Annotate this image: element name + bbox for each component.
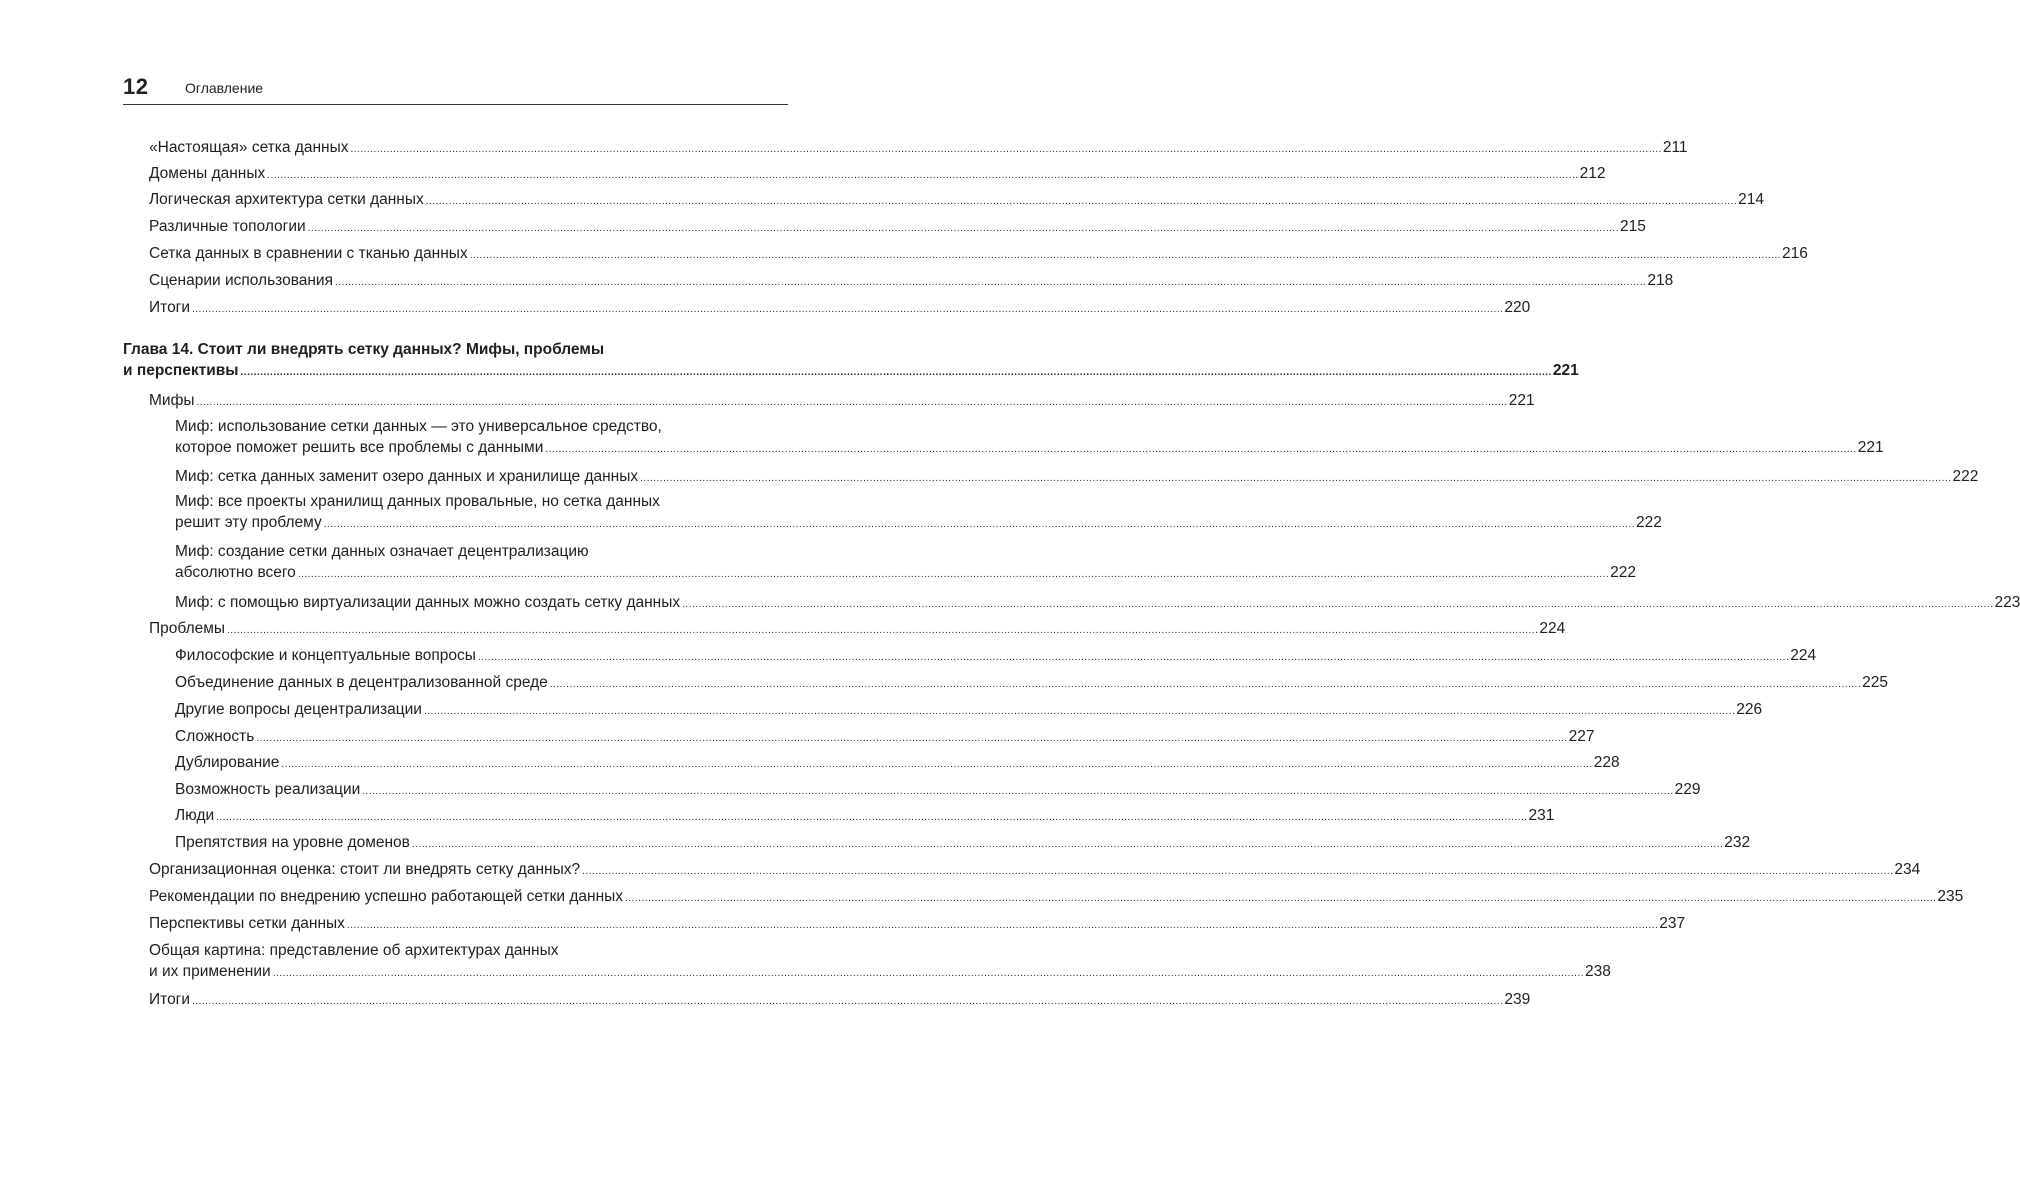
- toc-entry-title-line: Глава 14. Стоит ли внедрять сетку данных? Мифы, проблемы: [123, 341, 605, 358]
- toc-entry: [175, 645, 1817, 668]
- dot-leader: ................................................................................................................................................................................................................................................................................................................................................................................................................: [549, 679, 1862, 690]
- running-title: Оглавление: [185, 80, 264, 96]
- toc-entry-title: Сетка данных в сравнении с тканью данных: [149, 245, 468, 262]
- toc-page-number: 226: [1736, 701, 1763, 718]
- dot-leader: ................................................................................................................................................................................................................................................................................................................................................................................................................: [350, 144, 1662, 155]
- toc-page-number: 227: [1568, 728, 1595, 745]
- toc-entry: [149, 886, 1964, 909]
- toc-entry: [149, 189, 1764, 212]
- toc-entry: [149, 989, 1531, 1012]
- toc-page-number: 234: [1894, 861, 1921, 878]
- toc-entry-title: Различные топологии: [149, 218, 306, 235]
- toc-entry: [149, 216, 1646, 239]
- toc-entry-title: Итоги: [149, 991, 190, 1008]
- toc-entry: [175, 832, 1751, 855]
- page-header: [123, 74, 788, 105]
- dot-leader: ................................................................................................................................................................................................................................................................................................................................................................................................................: [682, 599, 1994, 610]
- dot-leader: ................................................................................................................................................................................................................................................................................................................................................................................................................: [423, 706, 1736, 717]
- toc-entry-title: Сложность: [175, 728, 255, 745]
- dot-leader: ................................................................................................................................................................................................................................................................................................................................................................................................................: [625, 893, 1937, 904]
- dot-leader: ................................................................................................................................................................................................................................................................................................................................................................................................................: [196, 397, 1508, 408]
- toc-entry-title: Домены данных: [149, 165, 266, 182]
- dot-leader: ................................................................................................................................................................................................................................................................................................................................................................................................................: [307, 223, 1619, 234]
- toc-page-number: 220: [1504, 299, 1531, 316]
- page-number: 12: [123, 74, 149, 99]
- toc-entry: [149, 297, 1531, 320]
- toc-page-number: 229: [1674, 781, 1701, 798]
- dot-leader: ................................................................................................................................................................................................................................................................................................................................................................................................................: [469, 250, 1782, 261]
- dot-leader: ................................................................................................................................................................................................................................................................................................................................................................................................................: [335, 277, 1647, 288]
- toc-entry-title: Логическая архитектура сетки данных: [149, 191, 424, 208]
- toc-page-number: 218: [1647, 272, 1674, 289]
- toc-entry: [175, 672, 1888, 695]
- toc-entry-title: Дублирование: [175, 754, 280, 771]
- toc-page-number: 215: [1619, 218, 1646, 235]
- toc-page-number: 232: [1724, 834, 1751, 851]
- toc-page-number: 212: [1579, 165, 1606, 182]
- toc-page-number: 222: [1610, 564, 1637, 581]
- toc-entry: [149, 137, 1688, 160]
- toc-page-number: 221: [1552, 362, 1579, 379]
- toc-page-number: 228: [1593, 754, 1620, 771]
- toc-page-number: 231: [1528, 807, 1555, 824]
- toc-entry-title: Итоги: [149, 299, 190, 316]
- dot-leader: ................................................................................................................................................................................................................................................................................................................................................................................................................: [267, 170, 1579, 181]
- dot-leader: ................................................................................................................................................................................................................................................................................................................................................................................................................: [272, 968, 1585, 979]
- toc-entry: [175, 416, 1884, 460]
- toc-page-number: 225: [1862, 674, 1888, 691]
- dot-leader: ................................................................................................................................................................................................................................................................................................................................................................................................................: [411, 839, 1724, 850]
- dot-leader: ................................................................................................................................................................................................................................................................................................................................................................................................................: [582, 866, 1894, 877]
- toc-entry: [175, 466, 1979, 489]
- toc-page-number: 239: [1504, 991, 1531, 1008]
- toc-entry-title: решит эту проблему: [175, 514, 322, 531]
- toc-entry: [175, 491, 1662, 535]
- toc-entry-title: Рекомендации по внедрению успешно работающей сетки данных: [149, 888, 624, 905]
- toc-entry-title: Препятствия на уровне доменов: [175, 834, 410, 851]
- toc-entry-title: Сценарии использования: [149, 272, 333, 289]
- toc-entry-title: Люди: [175, 807, 215, 824]
- toc-entry: [149, 618, 1566, 641]
- toc-entry-title: абсолютно всего: [175, 564, 296, 581]
- toc-entry: [175, 805, 1555, 828]
- dot-leader: ................................................................................................................................................................................................................................................................................................................................................................................................................: [281, 759, 1593, 770]
- toc-entry-title: Возможность реализации: [175, 781, 361, 798]
- toc-entry-title: и перспективы: [123, 362, 239, 379]
- toc-page-number: 238: [1585, 963, 1611, 980]
- toc-entry-title-line: Миф: использование сетки данных — это универсальное средство,: [175, 418, 662, 435]
- dot-leader: ................................................................................................................................................................................................................................................................................................................................................................................................................: [297, 569, 1610, 580]
- toc-page-number: 224: [1790, 647, 1817, 664]
- toc-entry: [175, 541, 1637, 585]
- toc-entry: [175, 779, 1701, 802]
- dot-leader: ................................................................................................................................................................................................................................................................................................................................................................................................................: [216, 812, 1528, 823]
- toc-page-number: 221: [1857, 439, 1884, 456]
- toc-entry: [149, 859, 1921, 882]
- toc-page-number: 237: [1659, 915, 1686, 932]
- toc-page-number: 216: [1782, 245, 1808, 262]
- toc-entry: [149, 163, 1606, 186]
- toc-entry: [175, 592, 2020, 615]
- toc-entry-title-line: Миф: все проекты хранилищ данных провальные, но сетка данных: [175, 493, 660, 510]
- dot-leader: ................................................................................................................................................................................................................................................................................................................................................................................................................: [323, 519, 1636, 530]
- dot-leader: ................................................................................................................................................................................................................................................................................................................................................................................................................: [640, 473, 1952, 484]
- toc-entry-title: Перспективы сетки данных: [149, 915, 345, 932]
- dot-leader: ................................................................................................................................................................................................................................................................................................................................................................................................................: [240, 367, 1552, 378]
- toc-entry: [149, 270, 1674, 293]
- dot-leader: ................................................................................................................................................................................................................................................................................................................................................................................................................: [545, 444, 1857, 455]
- dot-leader: ................................................................................................................................................................................................................................................................................................................................................................................................................: [425, 196, 1738, 207]
- toc-entry: [149, 243, 1808, 266]
- toc-entry-title: «Настоящая» сетка данных: [149, 139, 349, 156]
- toc-page-number: 221: [1508, 392, 1535, 409]
- toc-entry: [175, 752, 1620, 775]
- dot-leader: ................................................................................................................................................................................................................................................................................................................................................................................................................: [192, 996, 1504, 1007]
- toc-entry: [149, 390, 1535, 413]
- toc-page-number: 223: [1994, 594, 2020, 611]
- toc-entry: [175, 699, 1763, 722]
- toc-entry-title: Мифы: [149, 392, 195, 409]
- toc-entry-title: Проблемы: [149, 620, 226, 637]
- toc-entry-title: Объединение данных в децентрализованной среде: [175, 674, 548, 691]
- toc-page-number: 211: [1662, 139, 1688, 156]
- toc-entry: [149, 940, 1611, 984]
- toc-entry: [149, 913, 1686, 936]
- toc-page-number: 224: [1539, 620, 1566, 637]
- toc-entry-title: Организационная оценка: стоит ли внедрять сетку данных?: [149, 861, 581, 878]
- dot-leader: ................................................................................................................................................................................................................................................................................................................................................................................................................: [477, 652, 1790, 663]
- toc-entry-title: Миф: сетка данных заменит озеро данных и хранилище данных: [175, 468, 639, 485]
- toc-entry-title: Другие вопросы децентрализации: [175, 701, 422, 718]
- toc-entry-title-line: Общая картина: представление об архитектурах данных: [149, 942, 559, 959]
- dot-leader: ................................................................................................................................................................................................................................................................................................................................................................................................................: [192, 304, 1504, 315]
- dot-leader: ................................................................................................................................................................................................................................................................................................................................................................................................................: [346, 920, 1659, 931]
- toc-page-number: 222: [1636, 514, 1662, 531]
- dot-leader: ................................................................................................................................................................................................................................................................................................................................................................................................................: [256, 733, 1568, 744]
- dot-leader: ................................................................................................................................................................................................................................................................................................................................................................................................................: [227, 625, 1539, 636]
- toc-entry-title: и их применении: [149, 963, 271, 980]
- dot-leader: ................................................................................................................................................................................................................................................................................................................................................................................................................: [362, 786, 1674, 797]
- toc-page-number: 222: [1952, 468, 1979, 485]
- toc-entry-title-line: Миф: создание сетки данных означает децентрализацию: [175, 543, 589, 560]
- toc-chapter-entry: [123, 339, 1579, 383]
- toc-entry: [175, 726, 1595, 749]
- toc-page-number: 214: [1738, 191, 1764, 208]
- toc-entry-title: которое поможет решить все проблемы с данными: [175, 439, 544, 456]
- toc-entry-title: Философские и концептуальные вопросы: [175, 647, 476, 664]
- toc-entry-title: Миф: с помощью виртуализации данных можно создать сетку данных: [175, 594, 681, 611]
- toc-page-number: 235: [1937, 888, 1964, 905]
